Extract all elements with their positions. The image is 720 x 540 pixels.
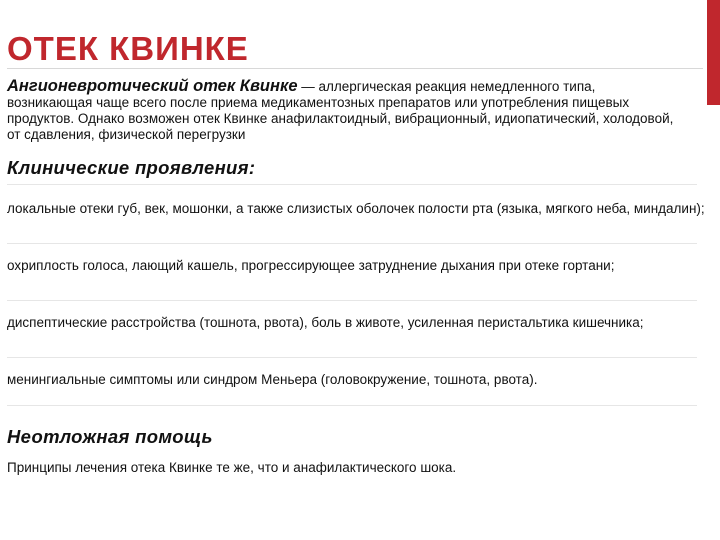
symptom-item: менингиальные симптомы или синдром Меньера (головокружение, тошнота, рвота). [7,372,538,387]
emergency-text: Принципы лечения отека Квинке те же, что и анафилактического шока. [7,460,457,475]
divider [7,184,697,185]
slide-title: ОТЕК КВИНКЕ [7,30,249,67]
clinical-heading: Клинические проявления: [7,157,256,178]
symptom-item: диспептические расстройства (тошнота, рвота), боль в животе, усиленная перистальтика кишечника; [7,315,644,330]
divider [7,357,697,358]
intro-text: — аллергическая реакция немедленного типа, возникающая чаще всего после приема медикаментозных препаратов или употребления пищевых продуктов. Однако возможен отек Квинке анафилактоидный, вибрационный, идиопатический, холодовой, от сдавления, физической перегрузки [7,79,674,142]
symptom-item: охриплость голоса, лающий кашель, прогрессирующее затруднение дыхания при отеке гортани; [7,258,615,273]
intro-term: Ангионевротический отек Квинке [7,77,298,95]
divider [7,300,697,301]
emergency-heading: Неотложная помощь [7,426,213,447]
intro-paragraph [7,78,679,143]
accent-bar [707,0,720,105]
symptom-item: локальные отеки губ, век, мошонки, а также слизистых оболочек полости рта (языка, мягкого неба, миндалин); [7,201,705,216]
title-rule [7,68,703,69]
divider [7,405,697,406]
divider [7,243,697,244]
